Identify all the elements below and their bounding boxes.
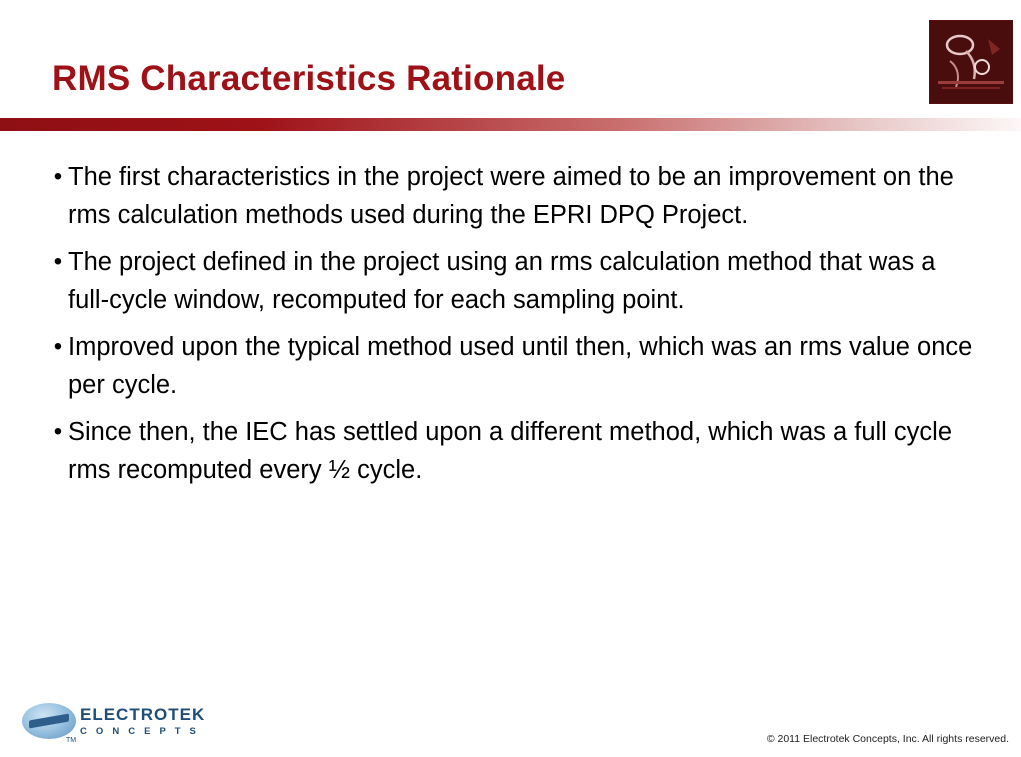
logo-trademark: TM	[66, 737, 77, 744]
corner-thumbnail-image	[929, 20, 1013, 104]
bullet-list	[48, 158, 978, 498]
logo-subtitle: C O N C E P T S	[80, 726, 200, 737]
list-item	[48, 328, 978, 404]
bullet-text: The first characteristics in the project were aimed to be an improvement on the rms calculation methods used during the EPRI DPQ Project.	[68, 163, 954, 229]
copyright-notice: © 2011 Electrotek Concepts, Inc. All rights reserved.	[766, 733, 1009, 745]
page-title: RMS Characteristics Rationale	[52, 59, 566, 99]
bullet-text: The project defined in the project using an rms calculation method that was a full-cycle window, recomputed for each sampling point.	[68, 248, 936, 314]
abstract-red-graphic-icon	[930, 21, 1012, 103]
bullet-text: Since then, the IEC has settled upon a different method, which was a full cycle rms recomputed every ½ cycle.	[68, 418, 953, 484]
bullet-text: Improved upon the typical method used until then, which was an rms value once per cycle.	[68, 333, 973, 399]
title-divider-bar	[0, 118, 1021, 131]
list-item	[48, 158, 978, 234]
list-item	[48, 243, 978, 319]
bullet-point-icon: •	[53, 418, 63, 445]
bullet-point-icon: •	[53, 163, 63, 190]
logo-name: ELECTROTEK	[80, 705, 206, 724]
bullet-point-icon: •	[53, 333, 63, 360]
company-logo	[22, 701, 212, 745]
list-item	[48, 413, 978, 489]
bullet-point-icon: •	[53, 248, 63, 275]
logo-swoosh-icon	[22, 703, 76, 739]
